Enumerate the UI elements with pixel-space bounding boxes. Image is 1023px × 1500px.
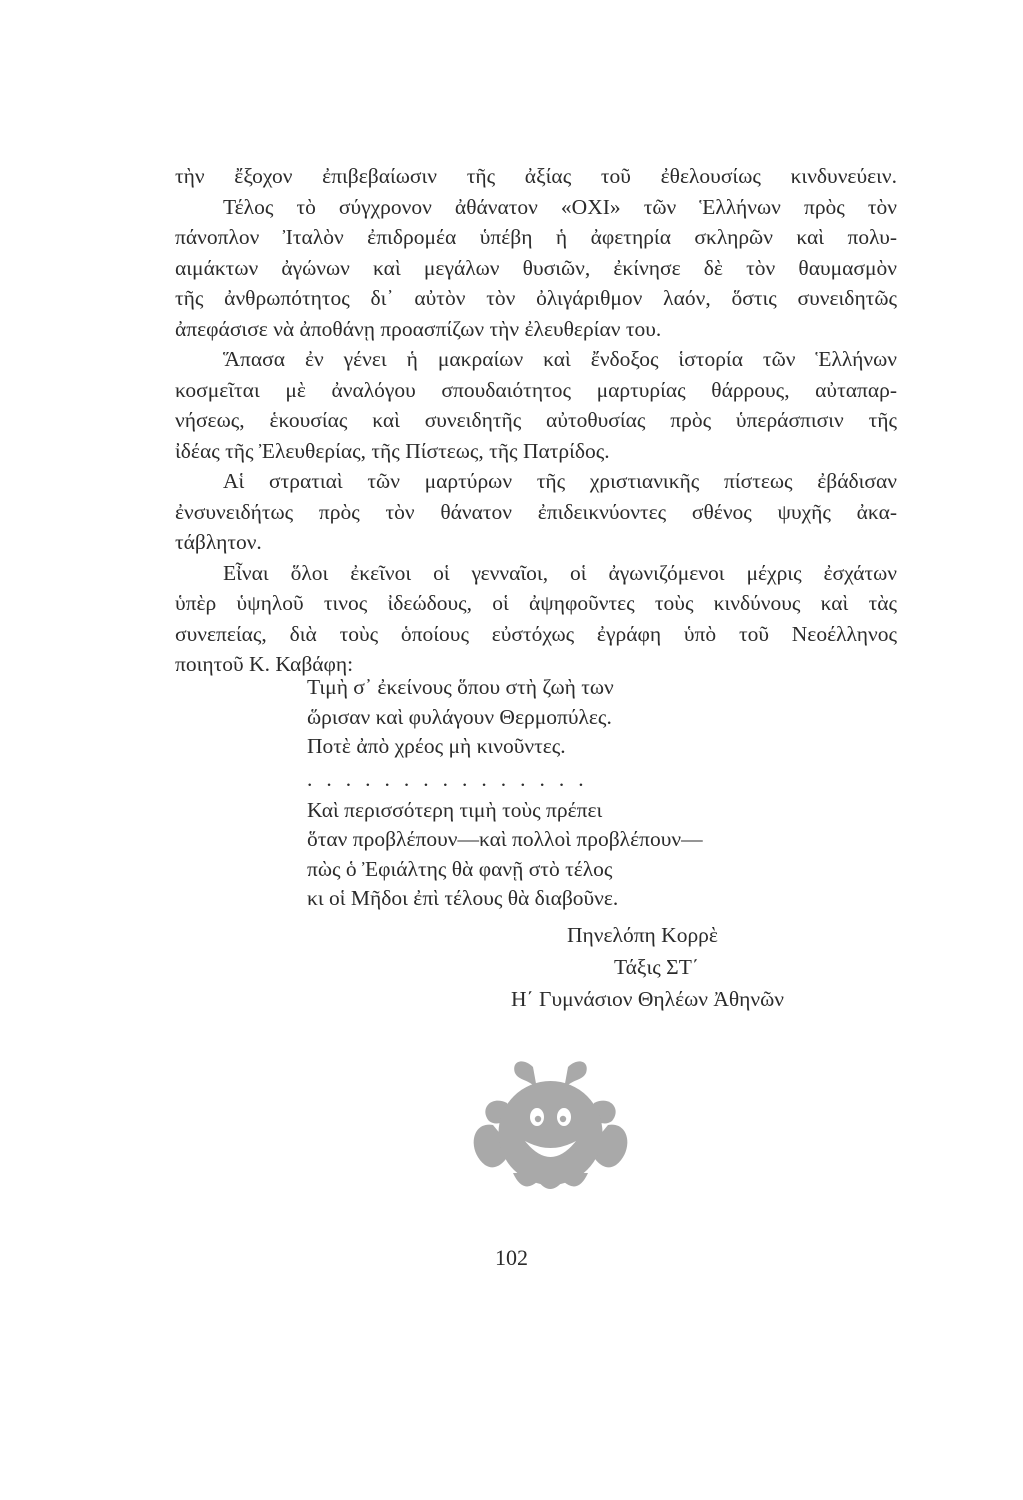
- prose-line: αιμάκτων ἀγώνων καὶ μεγάλων θυσιῶν, ἐκίνησε δὲ τὸν θαυμασμὸν: [175, 255, 897, 280]
- prose-line: συνεπείας, διὰ τοὺς ὁποίους εὐστόχως ἐγράφη ὑπὸ τοῦ Νεοέλληνος: [175, 621, 897, 646]
- smiling-flower-emblem-icon: [463, 1055, 638, 1200]
- prose-line: ἐνσυνειδήτως πρὸς τὸν θάνατον ἐπιδεικνύοντες σθένος ψυχῆς ἀκα-: [175, 499, 897, 524]
- prose-line: ποιητοῦ Κ. Καβάφη:: [175, 652, 354, 676]
- poem-ellipsis: ...............: [307, 766, 598, 791]
- poem-line: κι οἱ Μῆδοι ἐπὶ τέλους θὰ διαβοῦνε.: [307, 886, 619, 910]
- poem-line: Τιμὴ σ᾽ ἐκείνους ὅπου στὴ ζωὴ των: [307, 675, 614, 699]
- prose-line: Εἶναι ὅλοι ἐκεῖνοι οἱ γενναῖοι, οἱ ἀγωνιζόμενοι μέχρις ἐσχάτων: [223, 560, 897, 585]
- prose-line: κοσμεῖται μὲ ἀναλόγου σπουδαιότητος μαρτυρίας θάρρους, αὐταπαρ-: [175, 377, 897, 402]
- poem-line: Καὶ περισσότερη τιμὴ τοὺς πρέπει: [307, 797, 603, 822]
- author-class: Τάξις ΣΤ΄: [614, 955, 699, 979]
- poem-line: Ποτὲ ἀπὸ χρέος μὴ κινοῦντες.: [307, 734, 566, 758]
- prose-body: [175, 161, 897, 680]
- prose-line: τὴν ἔξοχον ἐπιβεβαίωσιν τῆς ἀξίας τοῦ ἐθελουσίως κινδυνεύειν.: [175, 164, 897, 188]
- prose-line: ἰδέας τῆς Ἐλευθερίας, τῆς Πίστεως, τῆς Πατρίδος.: [175, 438, 610, 463]
- prose-line: πάνοπλον Ἰταλὸν ἐπιδρομέα ὑπέβη ἡ ἀφετηρία σκληρῶν καὶ πολυ-: [175, 225, 897, 249]
- author-school: Η΄ Γυμνάσιον Θηλέων Ἀθηνῶν: [511, 987, 785, 1011]
- prose-line: Τέλος τὸ σύγχρονον ἀθάνατον «ΟΧΙ» τῶν Ἑλλήνων πρὸς τὸν: [223, 194, 897, 219]
- page-number: 102: [495, 1245, 528, 1270]
- poem-line: ὅταν προβλέπουν—καὶ πολλοὶ προβλέπουν—: [307, 827, 703, 851]
- author-name: Πηνελόπη Κορρὲ: [567, 923, 718, 947]
- prose-line: τάβλητον.: [175, 530, 262, 554]
- prose-line: ὑπὲρ ὑψηλοῦ τινος ἰδεώδους, οἱ ἀψηφοῦντες τοὺς κινδύνους καὶ τὰς: [175, 591, 897, 615]
- prose-line: νήσεως, ἑκουσίας καὶ συνειδητῆς αὐτοθυσίας πρὸς ὑπεράσπισιν τῆς: [175, 408, 897, 432]
- poem-quote: [307, 673, 787, 914]
- prose-line: Ἅπασα ἐν γένει ἡ μακραίων καὶ ἔνδοξος ἱστορία τῶν Ἑλλήνων: [223, 347, 897, 371]
- prose-line: Αἱ στρατιαὶ τῶν μαρτύρων τῆς χριστιανικῆς πίστεως ἐβάδισαν: [223, 469, 897, 493]
- poem-line: ὥρισαν καὶ φυλάγουν Θερμοπύλες.: [307, 704, 612, 729]
- poem-line: πὼς ὁ Ἐφιάλτης θὰ φανῇ στὸ τέλος: [307, 856, 613, 881]
- prose-line: ἀπεφάσισε νὰ ἀποθάνῃ προασπίζων τὴν ἐλευθερίαν του.: [175, 316, 662, 341]
- prose-line: τῆς ἀνθρωπότητος δι᾽ αὐτὸν τὸν ὀλιγάριθμον λαόν, ὅστις συνειδητῶς: [175, 286, 897, 310]
